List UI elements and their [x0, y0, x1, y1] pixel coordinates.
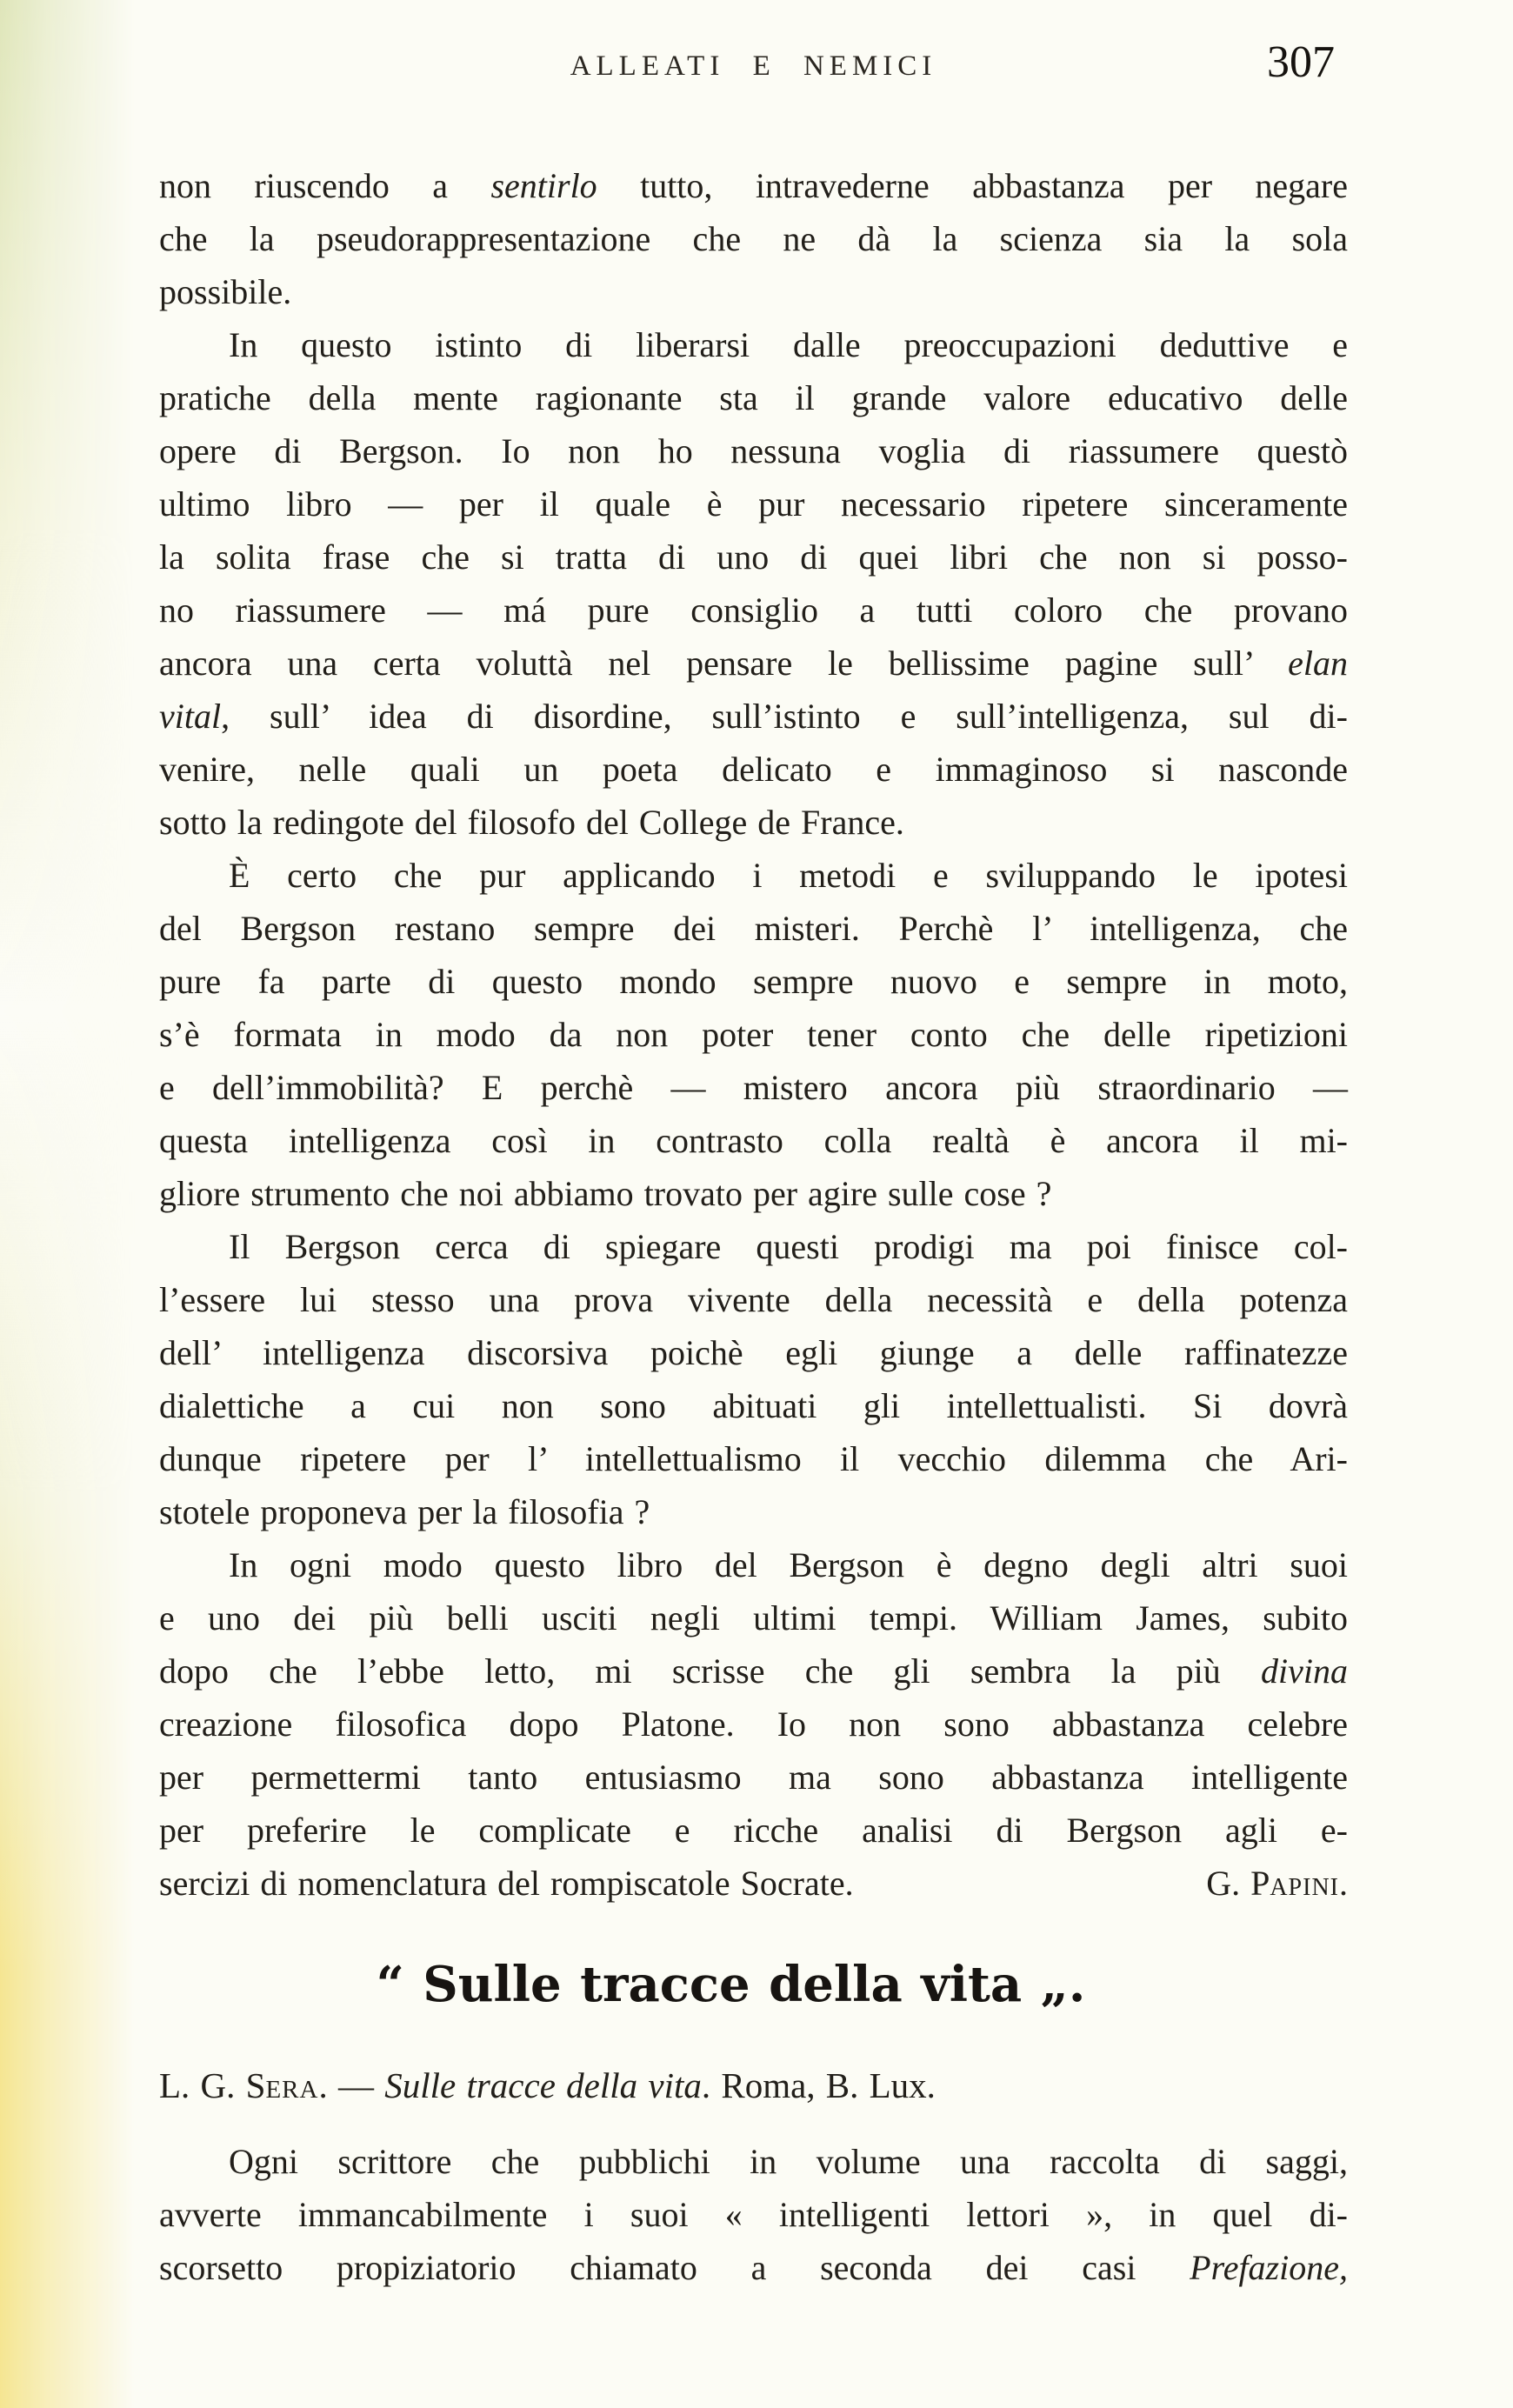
text-line — [159, 1538, 1348, 1591]
text-segment: del Bergson restano sempre dei misteri. Perchè l’ intelligenza, che — [159, 909, 1348, 948]
text-line — [159, 2241, 1348, 2294]
page-number: 307 — [1267, 37, 1335, 87]
line-text — [159, 378, 1348, 417]
text-line — [159, 1698, 1348, 1751]
text-segment: opere di Bergson. Io non ho nessuna voglia di riassumere questò — [159, 431, 1348, 470]
line-text — [159, 962, 1348, 1001]
text-segment: . Roma, B. Lux. — [701, 2065, 936, 2106]
text-segment: e uno dei più belli usciti negli ultimi tempi. William James, subito — [159, 1598, 1348, 1638]
body-text — [159, 159, 1348, 1910]
text-line — [159, 318, 1348, 371]
text-segment: sotto la redingote del filosofo del College de France. — [159, 803, 904, 842]
line-text — [229, 2142, 1348, 2181]
italic-text: divina — [1261, 1651, 1348, 1691]
text-line — [159, 1061, 1348, 1114]
italic-text: elan — [1288, 644, 1348, 683]
line-text — [159, 1704, 1348, 1744]
section-heading: “ Sulle tracce della vita „. — [376, 1956, 1086, 2013]
text-line — [159, 2135, 1348, 2188]
text-line — [159, 1432, 1348, 1485]
text-line — [159, 424, 1348, 477]
small-caps-text: era — [265, 2065, 319, 2106]
line-text — [159, 803, 904, 842]
line-text — [159, 1598, 1348, 1638]
line-text — [159, 644, 1348, 683]
text-line — [159, 477, 1348, 530]
text-segment: gliore strumento che noi abbiamo trovato per agire sulle cose ? — [159, 1174, 1052, 1213]
text-segment: Il Bergson cerca di spiegare questi prodigi ma poi finisce col- — [229, 1227, 1348, 1266]
line-text — [159, 1333, 1348, 1372]
text-segment: che la pseudorappresentazione che ne dà la scienza sia la sola — [159, 219, 1348, 258]
small-caps-text: apini — [1270, 1864, 1339, 1903]
text-line — [159, 1644, 1348, 1698]
text-line — [159, 690, 1348, 743]
text-line — [159, 1751, 1348, 1804]
text-segment: avverte immancabilmente i suoi « intelligenti lettori », in quel di- — [159, 2195, 1348, 2235]
line-text — [159, 537, 1348, 577]
line-text — [159, 1280, 1348, 1319]
line-text — [159, 1439, 1348, 1478]
text-line — [159, 1485, 1348, 1538]
text-line — [159, 1273, 1348, 1326]
text-segment: pratiche della mente ragionante sta il grande valore educativo delle — [159, 378, 1348, 417]
paragraph — [159, 318, 1348, 849]
text-segment: pure fa parte di questo mondo sempre nuovo e sempre in moto, — [159, 962, 1348, 1001]
line-text — [229, 1545, 1348, 1584]
text-segment: dopo che l’ebbe letto, mi scrisse che gli sembra la più — [159, 1651, 1262, 1691]
paragraph — [159, 1538, 1348, 1910]
text-line — [159, 212, 1348, 265]
text-segment: non riuscendo a — [159, 166, 491, 205]
text-segment: venire, nelle quali un poeta delicato e immaginoso si nasconde — [159, 750, 1348, 789]
paragraph — [159, 159, 1348, 318]
page-body — [159, 159, 1348, 2294]
line-text — [229, 325, 1348, 364]
line-text — [159, 1811, 1348, 1850]
line-text — [159, 909, 1348, 948]
text-segment: dialettiche a cui non sono abituati gli intellettualisti. Si dovrà — [159, 1386, 1348, 1425]
italic-text: Prefazione, — [1190, 2248, 1348, 2288]
text-segment: G. P — [1206, 1864, 1270, 1903]
text-line — [159, 371, 1348, 424]
text-segment: In questo istinto di liberarsi dalle preoccupazioni deduttive e — [229, 325, 1348, 364]
line-text — [159, 2195, 1348, 2234]
line-text — [159, 431, 1348, 470]
text-segment: la solita frase che si tratta di uno di quei libri che non si posso- — [159, 537, 1348, 577]
text-line — [159, 637, 1348, 690]
text-segment: no riassumere — má pure consiglio a tutti coloro che provano — [159, 590, 1348, 630]
text-line — [159, 1591, 1348, 1644]
text-segment: tutto, intravederne abbastanza per negare — [597, 166, 1348, 205]
text-line — [159, 1379, 1348, 1432]
text-line — [159, 1326, 1348, 1379]
text-segment: sercizi di nomenclatura del rompiscatole Socrate. — [159, 1864, 854, 1903]
text-segment: e dell’immobilità? E perchè — mistero ancora più straordinario — — [159, 1068, 1348, 1107]
text-line — [159, 2188, 1348, 2241]
text-line — [159, 955, 1348, 1008]
text-segment: dell’ intelligenza discorsiva poichè egli giunge a delle raffinatezze — [159, 1333, 1348, 1372]
line-text — [159, 750, 1348, 789]
line-text — [159, 1651, 1348, 1691]
author-signature — [1206, 1857, 1348, 1910]
text-line — [159, 849, 1348, 902]
text-line — [159, 1804, 1348, 1857]
text-line — [159, 530, 1348, 584]
text-segment: L. G. S — [159, 2065, 266, 2106]
text-line — [159, 1114, 1348, 1167]
text-segment: questa intelligenza così in contrasto colla realtà è ancora il mi- — [159, 1121, 1348, 1160]
text-segment: per permettermi tanto entusiasmo ma sono abbastanza intelligente — [159, 1758, 1348, 1797]
text-line — [159, 265, 1348, 318]
line-text — [159, 1758, 1348, 1797]
line-text — [159, 1015, 1348, 1054]
line-text — [159, 1386, 1348, 1425]
paragraph — [159, 849, 1348, 1220]
running-header: ALLEATI E NEMICI — [570, 50, 937, 82]
scan-edge-tint — [0, 0, 135, 2408]
text-line — [159, 1857, 1348, 1910]
text-segment: ultimo libro — per il quale è pur necessario ripetere sinceramente — [159, 484, 1348, 524]
text-segment: stotele proponeva per la filosofia ? — [159, 1492, 650, 1531]
line-text — [159, 590, 1348, 630]
text-segment: s’è formata in modo da non poter tener conto che delle ripetizioni — [159, 1015, 1348, 1054]
line-text — [159, 1492, 650, 1531]
text-line — [159, 159, 1348, 212]
line-text — [159, 1174, 1051, 1213]
line-text — [159, 2248, 1348, 2287]
line-text — [159, 219, 1348, 258]
text-segment: In ogni modo questo libro del Bergson è degno degli altri suoi — [229, 1545, 1348, 1584]
text-segment: , sull’ idea di disordine, sull’istinto e sull’intelligenza, sul di- — [221, 697, 1348, 736]
line-text — [229, 1227, 1348, 1266]
text-segment: creazione filosofica dopo Platone. Io non sono abbastanza celebre — [159, 1704, 1348, 1744]
text-line — [159, 902, 1348, 955]
line-text — [159, 1857, 854, 1910]
text-line — [159, 1220, 1348, 1273]
text-segment: È certo che pur applicando i metodi e sviluppando le ipotesi — [229, 856, 1348, 895]
body-text-continued — [159, 2135, 1348, 2294]
line-text — [229, 856, 1348, 895]
text-line — [159, 796, 1348, 849]
italic-text: Sulle tracce della vita — [384, 2065, 702, 2106]
text-segment: possibile. — [159, 272, 292, 311]
text-line — [159, 1008, 1348, 1061]
line-text — [159, 1121, 1348, 1160]
line-text — [159, 272, 291, 311]
text-segment: . — — [318, 2065, 385, 2106]
italic-text: vital — [159, 697, 222, 736]
text-segment: ancora una certa voluttà nel pensare le bellissime pagine sull’ — [159, 644, 1289, 683]
bibliography-line — [159, 2059, 1348, 2112]
text-segment: l’essere lui stesso una prova vivente della necessità e della potenza — [159, 1280, 1348, 1319]
text-line — [159, 743, 1348, 796]
line-text — [159, 1068, 1348, 1107]
text-segment: scorsetto propiziatorio chiamato a seconda dei casi — [159, 2248, 1190, 2288]
text-line — [159, 584, 1348, 637]
text-line — [159, 1167, 1348, 1220]
text-segment: dunque ripetere per l’ intellettualismo il vecchio dilemma che Ari- — [159, 1439, 1348, 1478]
line-text — [159, 697, 1348, 736]
line-text — [159, 484, 1348, 524]
text-segment: per preferire le complicate e ricche analisi di Bergson agli e- — [159, 1811, 1348, 1850]
paragraph — [159, 2135, 1348, 2294]
paragraph — [159, 1220, 1348, 1538]
text-segment: . — [1339, 1864, 1348, 1903]
text-segment: Ogni scrittore che pubblichi in volume una raccolta di saggi, — [229, 2142, 1348, 2182]
line-text — [159, 166, 1348, 205]
italic-text: sentirlo — [490, 166, 597, 205]
